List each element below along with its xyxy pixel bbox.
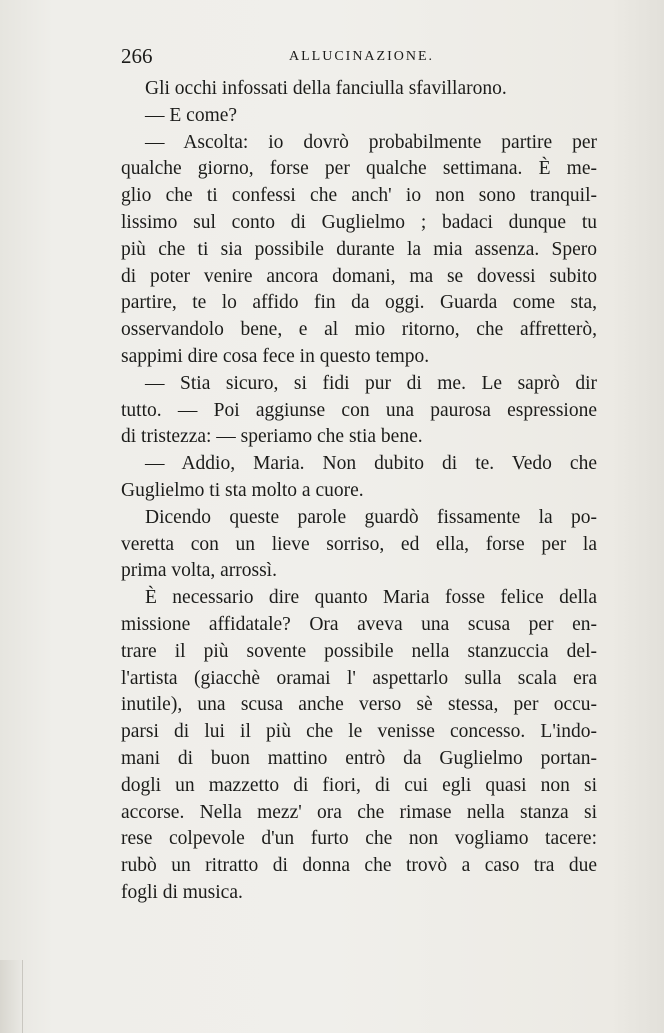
text-line: lissimo sul conto di Guglielmo ; badaci dunque tu [121,211,597,233]
page-number: 266 [121,44,153,68]
text-line: dogli un mazzetto di fiori, di cui egli quasi non si [121,774,597,796]
text-line: È necessario dire quanto Maria fosse felice della [145,587,597,609]
running-head [121,44,601,72]
text-line: osservandolo bene, e al mio ritorno, che affretterò, [121,319,597,341]
text-line: partire, te lo affido fin da oggi. Guarda come sta, [121,292,597,314]
text-line: di tristezza: — speriamo che stia bene. [121,426,423,448]
text-line: più che ti sia possibile durante la mia assenza. Spero [121,238,597,260]
text-line: glio che ti confessi che anch' io non sono tranquil- [121,185,597,207]
text-line: trare il più sovente possibile nella stanzuccia del- [121,640,597,662]
text-line: mani di buon mattino entrò da Guglielmo portan- [121,747,597,769]
text-line: accorse. Nella mezz' ora che rimase nella stanza si [121,801,597,823]
text-line: di poter venire ancora domani, ma se dovessi subito [121,265,597,287]
text-line: missione affidatale? Ora aveva una scusa per en- [121,613,597,635]
text-line: rubò un ritratto di donna che trovò a caso tra due [121,855,597,877]
text-line: Dicendo queste parole guardò fissamente la po- [145,506,597,528]
text-line: — E come? [145,104,238,126]
text-line: tutto. — Poi aggiunse con una paurosa espressione [121,399,597,421]
text-line: — Ascolta: io dovrò probabilmente partire per [145,131,597,153]
text-line: Guglielmo ti sta molto a cuore. [121,479,364,501]
text-line: — Addio, Maria. Non dubito di te. Vedo che [145,453,597,475]
running-title: ALLUCINAZIONE. [289,49,435,64]
text-line: l'artista (giacchè oramai l' aspettarlo sulla scala era [121,667,597,689]
text-line: sappimi dire cosa fece in questo tempo. [121,345,430,367]
text-line: fogli di musica. [121,881,243,903]
text-line: prima volta, arrossì. [121,560,277,582]
text-line: — Stia sicuro, si fidi pur di me. Le saprò dir [145,372,597,394]
text-line: rese colpevole d'un furto che non vogliamo tacere: [121,828,597,850]
text-line: parsi di lui il più che le venisse concesso. L'indo- [121,721,597,743]
text-line: veretta con un lieve sorriso, ed ella, forse per la [121,533,597,555]
body-text [121,76,597,907]
page-edge-shadow [0,960,23,1033]
text-line: inutile), una scusa anche verso sè stessa, per occu- [121,694,597,716]
text-line: qualche giorno, forse per qualche settimana. È me- [121,158,597,180]
text-line: Gli occhi infossati della fanciulla sfavillarono. [145,78,507,99]
